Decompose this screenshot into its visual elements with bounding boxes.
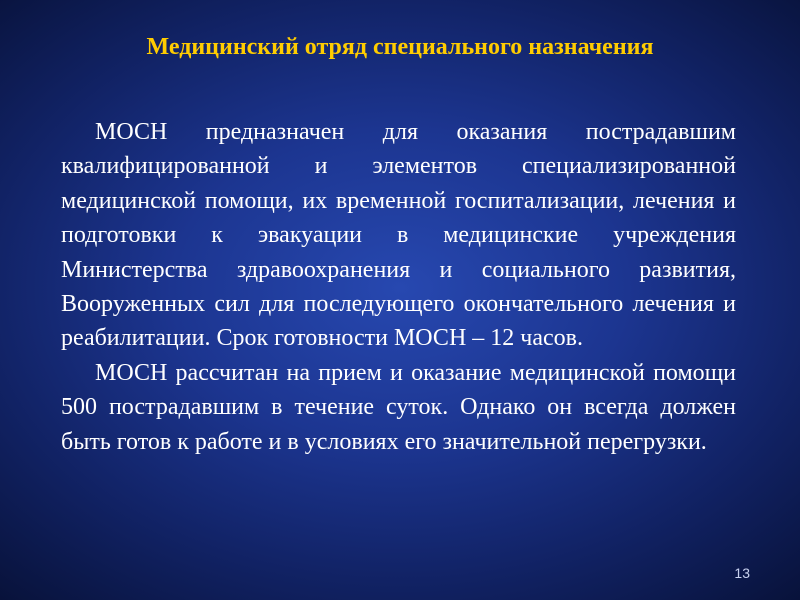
body-paragraph-2: МОСН рассчитан на прием и оказание медицинской помощи 500 пострадавшим в течение суток. Однако он всегда должен быть готов к работе и в условиях его значительной перегрузки. (61, 359, 736, 455)
page-number: 13 (734, 565, 750, 581)
slide-body (61, 115, 736, 459)
body-paragraph-1: МОСН предназначен для оказания пострадавшим квалифицированной и элементов специализированной медицинской помощи, их временной госпитализации, лечения и подготовки к эвакуации в медицинские учреждения Министерства здравоохранения и социального развития, Вооруженных сил для последующего окончательного лечения и реабилитации. Срок готовности МОСН – 12 часов. (61, 119, 736, 352)
slide-title: Медицинский отряд специального назначения (146, 34, 654, 60)
